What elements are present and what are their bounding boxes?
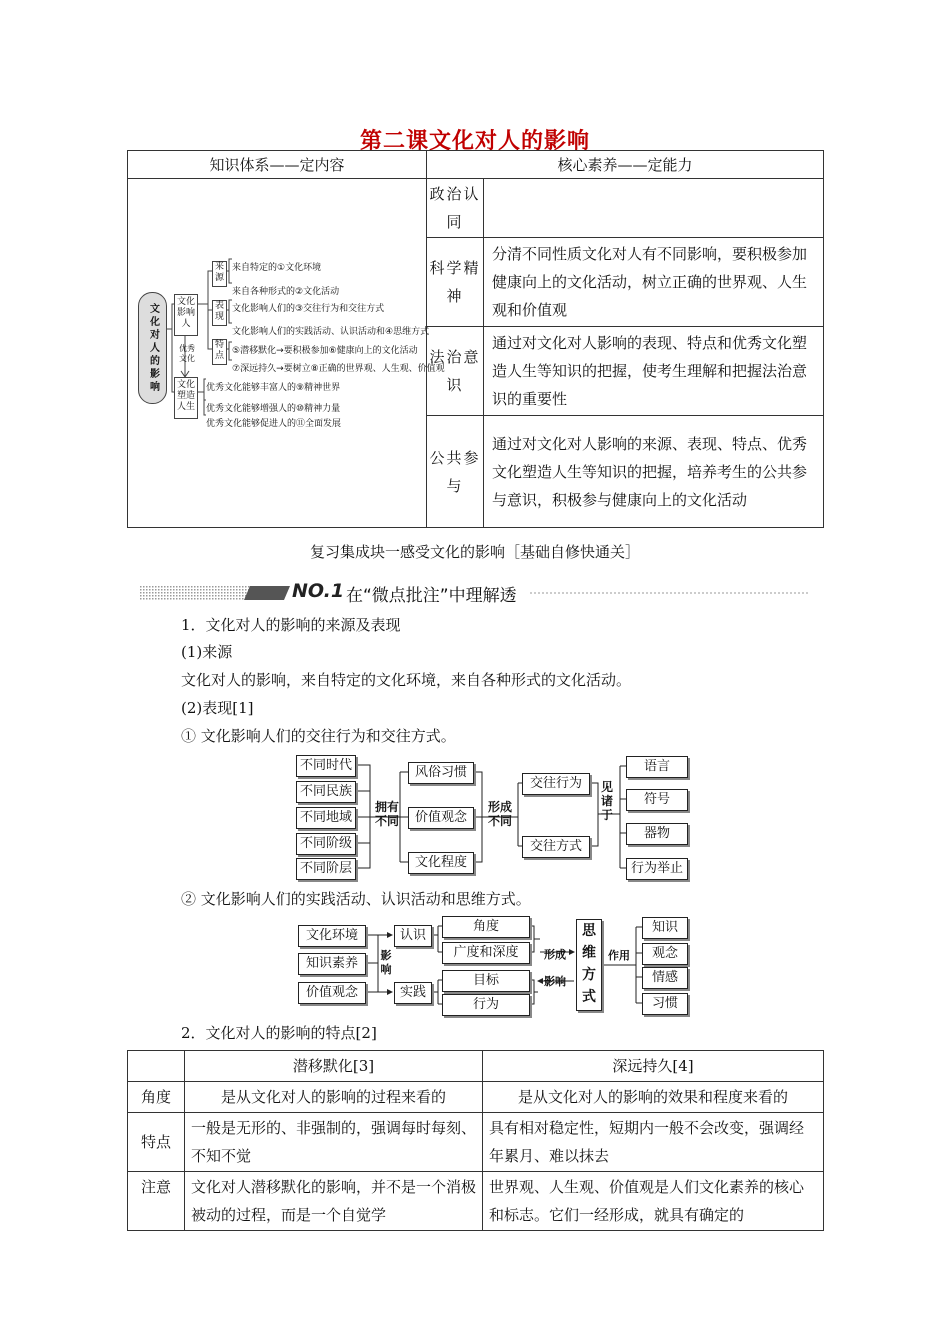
d2-left-2: 知识素养: [298, 953, 366, 975]
d2-link-use: 作用: [608, 949, 630, 962]
text-political: [484, 179, 824, 238]
t2-note-b: 世界观、人生观、价值观是人们文化素养的核心和标志。它们一经形成，就具有确定的: [483, 1172, 824, 1231]
mindmap-link-label: 优秀文化: [179, 344, 195, 363]
text-science: 分清不同性质文化对人有不同影响，要积极参加健康向上的文化活动，树立正确的世界观、人生观和价值观: [484, 238, 824, 327]
mindmap-shape-1: 优秀文化能够丰富人的⑨精神世界: [206, 383, 341, 393]
banner-text: 在“微点批注”中理解透: [346, 586, 517, 606]
features-table: [127, 1050, 824, 1231]
para-4: (2)表现[1]: [181, 699, 254, 717]
para-2: (1)来源: [181, 643, 233, 661]
d1-link-see: 见诸于: [600, 780, 613, 822]
t2-header-subtle: 潜移默化[3]: [185, 1051, 483, 1082]
d2-right-3: 情感: [642, 967, 688, 989]
knowledge-table: [127, 150, 824, 528]
t2-label-feature: 特点: [128, 1113, 185, 1172]
mindmap-root: 文化对人的影响: [138, 292, 167, 404]
section-title: 复习集成块一感受文化的影响［基础自修快通关］: [309, 543, 640, 561]
d1-right-4: 行为举止: [626, 858, 688, 880]
page-title: 第二课文化对人的影响: [359, 129, 590, 154]
label-law: 法治意识: [427, 327, 484, 416]
mindmap-source: 来源: [212, 261, 227, 287]
mindmap: [128, 179, 445, 516]
mindmap-source-2: 来自各种形式的②文化活动: [232, 287, 340, 297]
diagram-communication: [290, 750, 700, 885]
t2-header-lasting: 深远持久[4]: [483, 1051, 824, 1082]
d1-mid-2: 价值观念: [408, 807, 474, 829]
mindmap-feature: 特点: [212, 339, 227, 365]
para-7: 2．文化对人的影响的特点[2]: [181, 1024, 377, 1042]
mindmap-show-2: 文化影响人们的实践活动、认识活动和④思维方式: [232, 327, 430, 337]
d2-sub-3: 目标: [442, 970, 530, 992]
d2-left-1: 文化环境: [298, 925, 366, 947]
mindmap-cell: [128, 179, 445, 528]
t2-feature-a: 一般是无形的、非强制的，强调每时每刻、不知不觉: [185, 1113, 483, 1172]
header-knowledge: 知识体系——定内容: [128, 151, 427, 179]
d2-sub-1: 角度: [442, 916, 530, 938]
mindmap-branch-influence: 文化影响人: [174, 294, 198, 336]
d1-left-3: 不同地域: [296, 807, 356, 829]
mindmap-shape-3: 优秀文化能够促进人的⑪全面发展: [206, 419, 342, 429]
d2-act-know: 认识: [394, 925, 432, 947]
label-science: 科学精神: [427, 238, 484, 327]
d1-left-4: 不同阶级: [296, 833, 356, 855]
mindmap-feature-2: ⑦深远持久→要树立⑧正确的世界观、人生观、价值观: [232, 364, 445, 374]
d1-left-5: 不同阶层: [296, 858, 356, 880]
banner-no: NO.1: [292, 580, 345, 602]
mindmap-source-1: 来自特定的①文化环境: [232, 263, 322, 273]
d1-left-2: 不同民族: [296, 781, 356, 803]
d2-link-form: 形成: [544, 948, 566, 961]
para-5: ① 文化影响人们的交往行为和交往方式。: [181, 727, 456, 745]
mindmap-branch-shape: 文化塑造人生: [174, 377, 198, 419]
para-1: 1．文化对人的影响的来源及表现: [181, 616, 401, 634]
diagram-thinking: [290, 915, 700, 1015]
t2-note-a: 文化对人潜移默化的影响，并不是一个消极被动的过程，而是一个自觉学: [185, 1172, 483, 1231]
d1-left-1: 不同时代: [296, 755, 356, 777]
para-3: 文化对人的影响，来自特定的文化环境，来自各种形式的文化活动。: [181, 671, 632, 689]
mindmap-shape-2: 优秀文化能够增强人的⑩精神力量: [206, 404, 341, 414]
t2-angle-a: 是从文化对人的影响的过程来看的: [185, 1082, 483, 1113]
d1-mid-3: 文化程度: [408, 852, 474, 874]
d2-act-practice: 实践: [394, 982, 432, 1004]
d2-link-influence: 影响: [544, 975, 566, 988]
d2-right-2: 观念: [642, 943, 688, 965]
mindmap-show-1: 文化影响人们的③交往行为和交往方式: [232, 304, 385, 314]
mindmap-show: 表现: [212, 300, 227, 326]
d2-sub-4: 行为: [442, 994, 530, 1016]
d1-right-1: 语言: [626, 756, 688, 778]
t2-header-empty: [128, 1051, 185, 1082]
d1-mid-1: 风俗习惯: [408, 762, 474, 784]
d1-behav-2: 交往方式: [522, 836, 590, 858]
t2-feature-b: 具有相对稳定性，短期内一般不会改变，强调经年累月、难以抹去: [483, 1113, 824, 1172]
d2-sub-2: 广度和深度: [442, 942, 530, 964]
d1-link-have: 拥有不同: [374, 800, 399, 828]
t2-label-note: 注意: [128, 1172, 185, 1231]
d2-right-4: 习惯: [642, 993, 688, 1015]
d1-behav-1: 交往行为: [522, 773, 590, 795]
label-public: 公共参与: [427, 416, 484, 528]
d2-center-thinking: 思维方式: [576, 919, 602, 1011]
mindmap-feature-1: ⑤潜移默化→要积极参加⑥健康向上的文化活动: [232, 346, 418, 356]
header-competence: 核心素养——定能力: [427, 151, 824, 179]
para-6: ② 文化影响人们的实践活动、认识活动和思维方式。: [181, 890, 531, 908]
t2-label-angle: 角度: [128, 1082, 185, 1113]
d1-link-form: 形成不同: [487, 800, 512, 828]
text-public: 通过对文化对人影响的来源、表现、特点、优秀文化塑造人生等知识的把握，培养考生的公共参与意识，积极参与健康向上的文化活动: [484, 416, 824, 528]
section-banner: [140, 580, 810, 604]
d2-left-3: 价值观念: [298, 982, 366, 1004]
d1-right-2: 符号: [626, 789, 688, 811]
text-law: 通过对文化对人影响的表现、特点和优秀文化塑造人生等知识的把握，使考生理解和把握法治意识的重要性: [484, 327, 824, 416]
d2-link-affect: 影响: [380, 949, 392, 976]
t2-angle-b: 是从文化对人的影响的效果和程度来看的: [483, 1082, 824, 1113]
d1-right-3: 器物: [626, 823, 688, 845]
label-political: 政治认同: [427, 179, 484, 238]
d2-right-1: 知识: [642, 917, 688, 939]
